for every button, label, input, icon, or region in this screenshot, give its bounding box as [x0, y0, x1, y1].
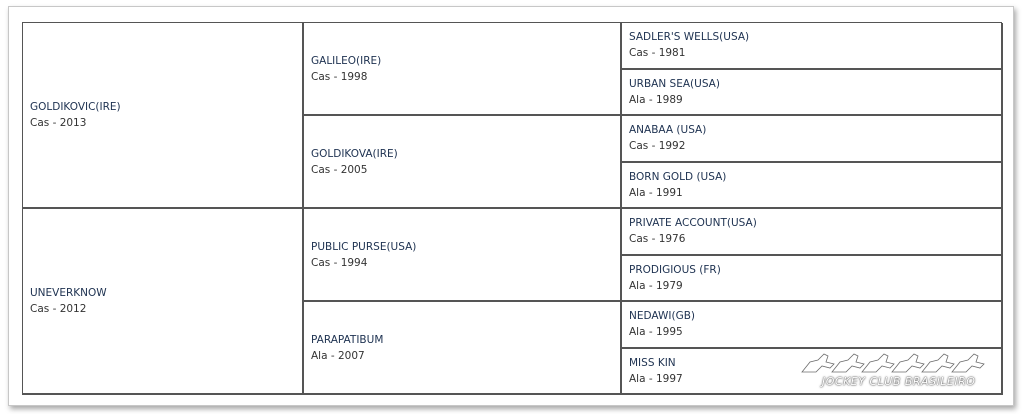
- horse-info: Cas - 1976: [629, 233, 686, 246]
- horse-info: Cas - 1992: [629, 140, 686, 153]
- horse-info: Cas - 2005: [311, 163, 368, 176]
- pedigree-cell-gen2: [304, 116, 622, 209]
- horse-name: PUBLIC PURSE(USA): [311, 240, 417, 253]
- horse-name: SADLER'S WELLS(USA): [629, 31, 750, 44]
- pedigree-cell-gen3: [622, 209, 1003, 256]
- pedigree-cell-gen3: [622, 256, 1003, 303]
- pedigree-cell-gen3: [622, 116, 1003, 163]
- pedigree-cell-sire: [23, 23, 304, 209]
- horse-info: Ala - 1995: [629, 326, 683, 339]
- horse-info: Ala - 1997: [629, 372, 683, 385]
- horse-info: Cas - 1998: [311, 70, 368, 83]
- pedigree-table: [22, 22, 1002, 395]
- watermark-text: JOCKEY CLUB BRASILEIRO: [822, 375, 976, 388]
- horse-info: Ala - 1979: [629, 279, 683, 292]
- horse-name: PARAPATIBUM: [311, 333, 384, 346]
- horse-info: Ala - 1989: [629, 93, 683, 106]
- horse-name: MISS KIN: [629, 356, 676, 369]
- horse-name: GALILEO(IRE): [311, 54, 382, 67]
- pedigree-cell-gen3: [622, 302, 1003, 349]
- horse-name: GOLDIKOVIC(IRE): [30, 101, 121, 113]
- horse-info: Cas - 2012: [30, 303, 87, 315]
- horse-info: Cas - 2013: [30, 117, 87, 129]
- pedigree-cell-gen3: [622, 70, 1003, 117]
- pedigree-cell-dam: [23, 209, 304, 395]
- horse-name: URBAN SEA(USA): [629, 77, 720, 90]
- horse-info: Cas - 1994: [311, 256, 368, 269]
- horse-info: Ala - 2007: [311, 349, 365, 362]
- horse-name: GOLDIKOVA(IRE): [311, 147, 398, 160]
- horse-name: BORN GOLD (USA): [629, 170, 727, 183]
- horse-info: Ala - 1991: [629, 186, 683, 199]
- horse-info: Cas - 1981: [629, 47, 686, 60]
- pedigree-cell-gen3: [622, 163, 1003, 210]
- pedigree-cell-gen3: [622, 349, 1003, 396]
- pedigree-cell-gen3: [622, 23, 1003, 70]
- horse-name: PRIVATE ACCOUNT(USA): [629, 217, 757, 230]
- pedigree-cell-gen2: [304, 209, 622, 302]
- horse-name: UNEVERKNOW: [30, 287, 107, 299]
- pedigree-cell-gen2: [304, 302, 622, 395]
- horse-name: ANABAA (USA): [629, 124, 707, 137]
- horse-name: NEDAWI(GB): [629, 310, 696, 323]
- pedigree-cell-gen2: [304, 23, 622, 116]
- horse-name: PRODIGIOUS (FR): [629, 263, 721, 276]
